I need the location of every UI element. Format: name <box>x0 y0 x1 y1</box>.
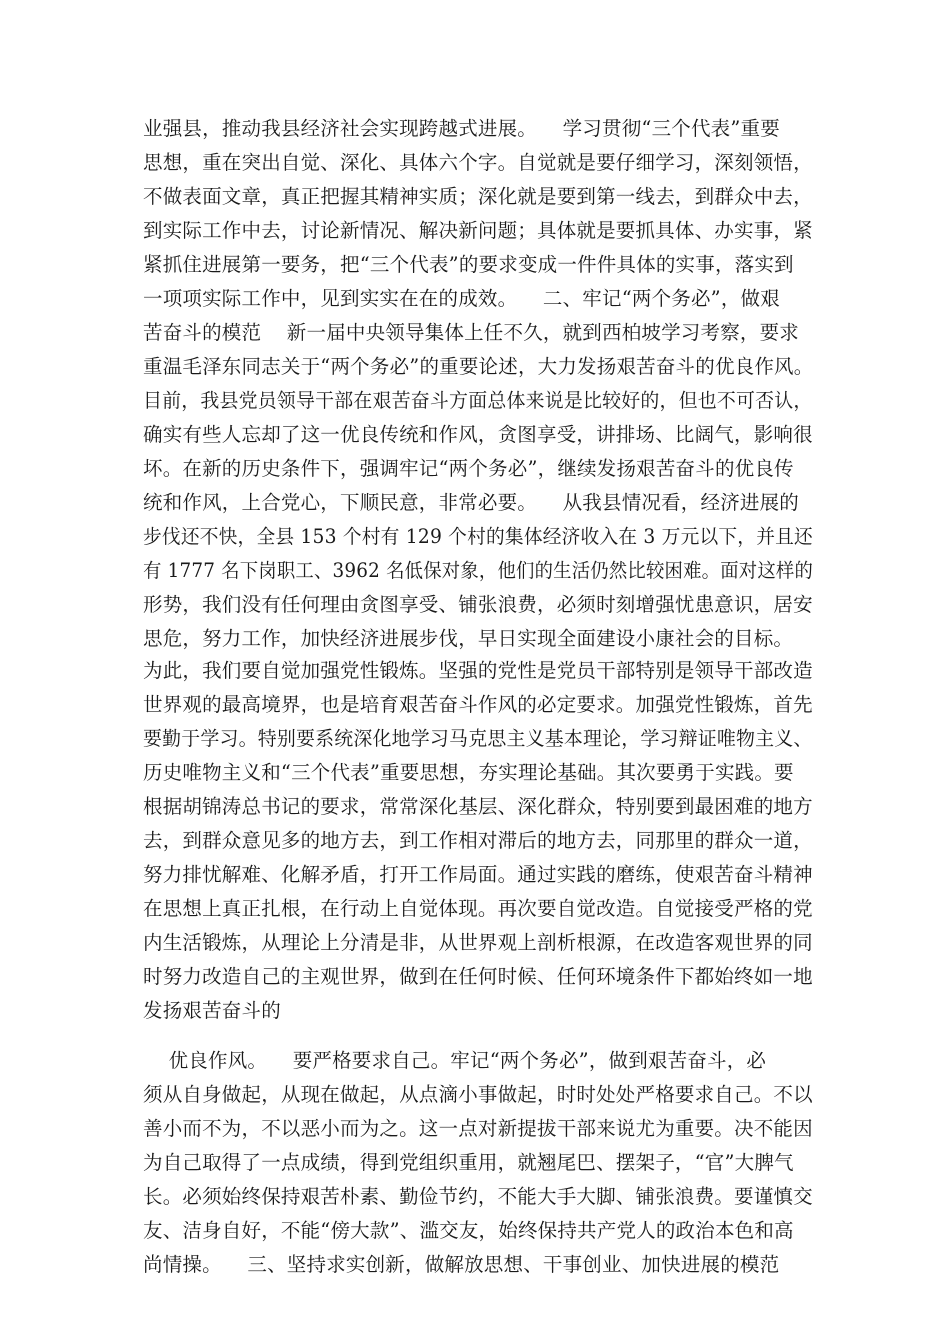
paragraph-line: 思危，努力工作，加快经济进展步伐，早日实现全面建设小康社会的目标。 <box>143 627 794 650</box>
paragraph-line: 努力排忧解难、化解矛盾，打开工作局面。通过实践的磨练，使艰苦奋斗精神 <box>143 863 813 886</box>
paragraph-line: 目前，我县党员领导干部在艰苦奋斗方面总体来说是比较好的，但也不可否认， <box>143 389 813 412</box>
paragraph-line: 内生活锻炼，从理论上分清是非，从世界观上剖析根源，在改造客观世界的同 <box>143 931 813 954</box>
paragraph-line: 确实有些人忘却了这一优良传统和作风，贪图享受，讲排场、比阔气，影响很 <box>143 423 813 446</box>
paragraph-line: 步伐还不快，全县 153 个村有 129 个村的集体经济收入在 3 万元以下，并且还 <box>143 525 813 548</box>
paragraph-line: 不做表面文章，真正把握其精神实质；深化就是要到第一线去，到群众中去， <box>143 185 813 208</box>
paragraph-line: 历史唯物主义和“三个代表”重要思想，夯实理论基础。其次要勇于实践。要 <box>143 761 794 784</box>
paragraph-line: 思想，重在突出自觉、深化、具体六个字。自觉就是要仔细学习，深刻领悟， <box>143 151 813 174</box>
paragraph-line: 重温毛泽东同志关于“两个务必”的重要论述，大力发扬艰苦奋斗的优良作风。 <box>143 355 814 378</box>
paragraph-line: 友、洁身自好，不能“傍大款”、滥交友，始终保持共产党人的政治本色和高 <box>143 1219 794 1242</box>
paragraph-line: 业强县，推动我县经济社会实现跨越式进展。 学习贯彻“三个代表”重要 <box>143 117 780 140</box>
paragraph-line: 善小而不为，不以恶小而为之。这一点对新提拔干部来说尤为重要。决不能因 <box>143 1117 813 1140</box>
paragraph-line: 苦奋斗的模范 新一届中央领导集体上任不久，就到西柏坡学习考察，要求 <box>143 321 799 344</box>
paragraph-line: 形势，我们没有任何理由贪图享受、铺张浪费，必须时刻增强忧患意识，居安 <box>143 593 813 616</box>
paragraph-line: 须从自身做起，从现在做起，从点滴小事做起，时时处处严格要求自己。不以 <box>143 1083 813 1106</box>
paragraph-line: 到实际工作中去，讨论新情况、解决新问题；具体就是要抓具体、办实事，紧 <box>143 219 813 242</box>
paragraph-line: 统和作风，上合党心，下顺民意，非常必要。 从我县情况看，经济进展的 <box>143 491 799 514</box>
paragraph-line: 有 1777 名下岗职工、3962 名低保对象，他们的生活仍然比较困难。面对这样的 <box>143 559 814 582</box>
paragraph-line: 尚情操。 三、坚持求实创新，做解放思想、干事创业、加快进展的模范 <box>143 1253 780 1276</box>
paragraph-line: 紧抓住进展第一要务，把“三个代表”的要求变成一件件具体的实事，落实到 <box>143 253 794 276</box>
paragraph-line: 发扬艰苦奋斗的 <box>143 999 281 1022</box>
paragraph-line: 要勤于学习。特别要系统深化地学习马克思主义基本理论，学习辩证唯物主义、 <box>143 727 813 750</box>
paragraph-line: 世界观的最高境界，也是培育艰苦奋斗作风的必定要求。加强党性锻炼，首先 <box>143 693 813 716</box>
paragraph-line: 坏。在新的历史条件下，强调牢记“两个务必”，继续发扬艰苦奋斗的优良传 <box>143 457 794 480</box>
paragraph-line: 根据胡锦涛总书记的要求，常常深化基层、深化群众，特别要到最困难的地方 <box>143 795 813 818</box>
paragraph-line: 优良作风。 要严格要求自己。牢记“两个务必”，做到艰苦奋斗，必 <box>143 1049 767 1072</box>
paragraph-line: 去，到群众意见多的地方去，到工作相对滞后的地方去，同那里的群众一道， <box>143 829 813 852</box>
paragraph-line: 一项项实际工作中，见到实实在在的成效。 二、牢记“两个务必”，做艰 <box>143 287 780 310</box>
paragraph-line: 长。必须始终保持艰苦朴素、勤俭节约，不能大手大脚、铺张浪费。要谨慎交 <box>143 1185 813 1208</box>
paragraph-line: 时努力改造自己的主观世界，做到在任何时候、任何环境条件下都始终如一地 <box>143 965 813 988</box>
paragraph-line: 在思想上真正扎根，在行动上自觉体现。再次要自觉改造。自觉接受严格的党 <box>143 897 813 920</box>
paragraph-line: 为自己取得了一点成绩，得到党组织重用，就翘尾巴、摆架子，“官”大脾气 <box>143 1151 794 1174</box>
paragraph-line: 为此，我们要自觉加强党性锻炼。坚强的党性是党员干部特别是领导干部改造 <box>143 659 813 682</box>
